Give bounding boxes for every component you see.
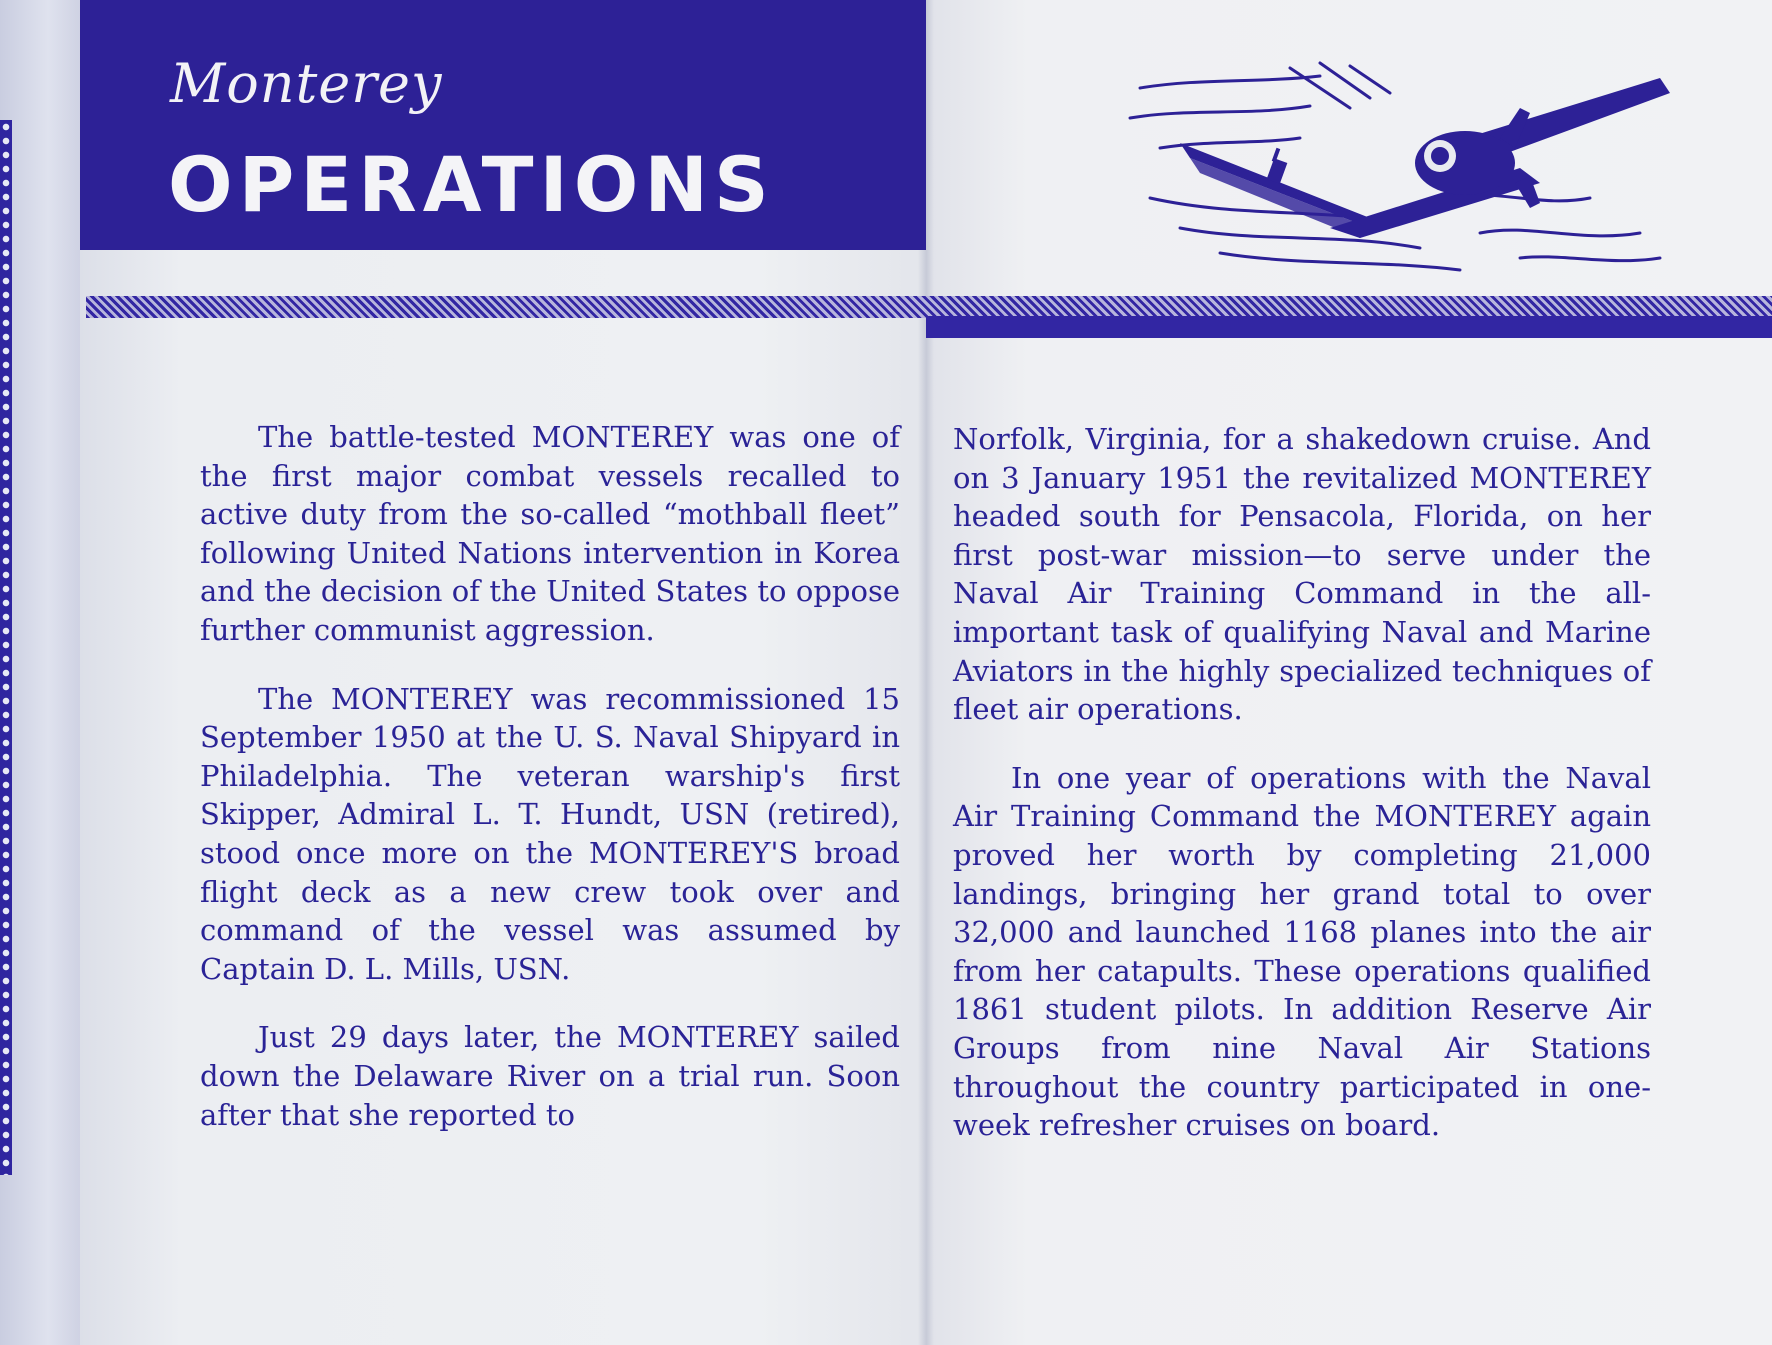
chain-pattern — [0, 120, 12, 1175]
script-title: Monterey — [170, 52, 443, 115]
paragraph: The battle-tested MONTEREY was one of the first major combat vessels recalled to active duty from the so-called “mothball fleet” following United Nations intervention in Korea and the decision of the United States to oppose further communist aggression. — [200, 420, 900, 647]
binding-strip — [0, 0, 80, 1345]
paragraph: Norfolk, Virginia, for a shakedown cruise. And on 3 January 1951 the revitalized MONTEREY headed south for Pensacola, Florida, on her first post-war mission—to serve under the Naval Air Training Command in the all-important task of qualifying Naval and Marine Aviators in the highly specialized techniques of fleet air operations. — [953, 422, 1651, 727]
aircraft-carrier-and-plane-illustration — [1120, 48, 1680, 288]
paragraph: Just 29 days later, the MONTEREY sailed down the Delaware River on a trial run. Soon after that she reported to — [200, 1020, 900, 1132]
paragraph: The MONTEREY was recommissioned 15 September 1950 at the U. S. Naval Shipyard in Philadelphia. The veteran warship's first Skipper, Admiral L. T. Hundt, USN (retired), stood once more on the MONTEREY'S broad flight deck as a new crew took over and command of the vessel was assumed by Captain D. L. Mills, USN. — [200, 681, 900, 986]
hatched-rule — [86, 296, 1772, 318]
page-title: OPERATIONS — [168, 140, 775, 229]
solid-rule-right — [926, 316, 1772, 338]
paragraph: In one year of operations with the Naval Air Training Command the MONTEREY again proved her worth by completing 21,000 landings, bringing her grand total to over 32,000 and launched 1168 planes into the air from her catapults. These operations qualified 1861 student pilots. In addition Reserve Air Groups from nine Naval Air Stations throughout the country participated in one-week refresher cruises on board. — [953, 760, 1651, 1143]
left-text-column — [200, 418, 900, 1164]
right-text-column — [953, 420, 1651, 1175]
